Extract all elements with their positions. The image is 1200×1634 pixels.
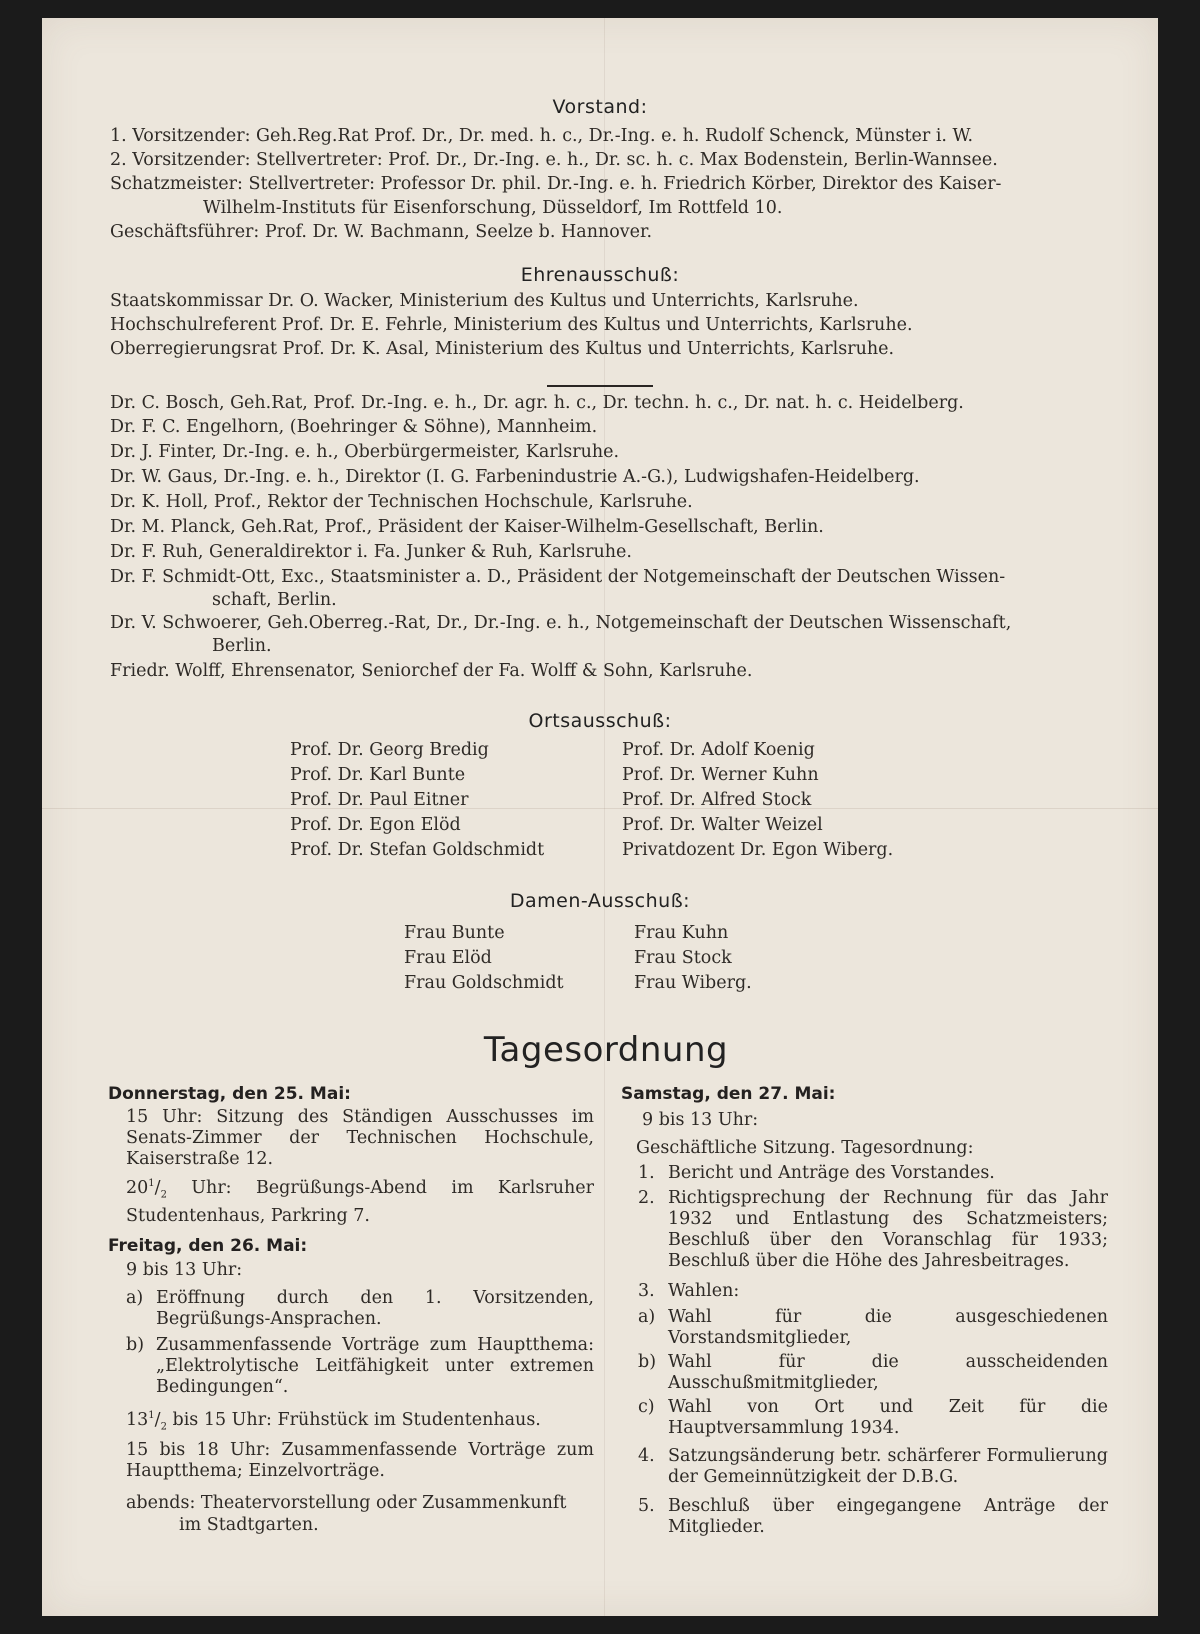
agenda-item: Geschäftliche Sitzung. Tagesordnung: xyxy=(636,1138,974,1158)
paper-fold xyxy=(42,808,1158,809)
ortsausschuss-member: Privatdozent Dr. Egon Wiberg. xyxy=(622,840,894,860)
agenda-text: Wahl für die ausscheidenden Ausschußmitmitglieder, xyxy=(668,1352,1108,1393)
paper-fold xyxy=(604,18,605,1616)
member-line: Dr. V. Schwoerer, Geh.Oberreg.-Rat, Dr., Dr.-Ing. e. h., Notgemeinschaft der Deutschen Wissenschaft, xyxy=(110,613,1012,633)
agenda-subitem xyxy=(638,1397,1108,1439)
agenda-title: Tagesordnung xyxy=(483,1030,729,1070)
vorstand-line: 1. Vorsitzender: Geh.Reg.Rat Prof. Dr., Dr. med. h. c., Dr.-Ing. e. h. Rudolf Schenck, Münster i. W. xyxy=(110,126,974,146)
agenda-text: Zusammenfassende Vorträge zum Hauptthema: „Elektrolytische Leitfähigkeit unter extremen Bedingungen“. xyxy=(156,1335,594,1397)
agenda-text: Satzungsänderung betr. schärferer Formulierung der Gemeinnützigkeit der D.B.G. xyxy=(668,1446,1108,1487)
member-line: Dr. C. Bosch, Geh.Rat, Prof. Dr.-Ing. e. h., Dr. agr. h. c., Dr. techn. h. c., Dr. nat. h. c. Heidelberg. xyxy=(110,393,964,413)
ortsausschuss-heading: Ortsausschuß: xyxy=(528,710,672,732)
time-hour: 13 xyxy=(126,1410,149,1430)
agenda-item: abends: Theatervorstellung oder Zusammenkunft xyxy=(126,1493,567,1513)
ortsausschuss-member: Prof. Dr. Paul Eitner xyxy=(290,790,469,810)
member-line: Friedr. Wolff, Ehrensenator, Seniorchef der Fa. Wolff & Sohn, Karlsruhe. xyxy=(110,661,753,681)
agenda-subitem xyxy=(638,1352,1108,1394)
damen-member: Frau Wiberg. xyxy=(634,973,752,993)
agenda-subitem xyxy=(126,1288,594,1330)
member-line: Dr. F. C. Engelhorn, (Boehringer & Söhne), Mannheim. xyxy=(110,417,598,437)
member-line: Berlin. xyxy=(212,636,272,656)
vorstand-line: Wilhelm-Instituts für Eisenforschung, Düsseldorf, Im Rottfeld 10. xyxy=(203,198,783,218)
agenda-text: Richtigsprechung der Rechnung für das Jahr 1932 und Entlastung des Schatzmeisters; Beschluß über den Voranschlag für 1933; Beschluß über die Höhe des Jahresbeitrages. xyxy=(668,1188,1108,1271)
item-number: 4. xyxy=(638,1446,655,1466)
member-line: schaft, Berlin. xyxy=(212,590,337,610)
ortsausschuss-member: Prof. Dr. Stefan Goldschmidt xyxy=(290,840,545,860)
agenda-text: bis 15 Uhr: Frühstück im Studentenhaus. xyxy=(166,1410,541,1430)
item-label: b) xyxy=(638,1352,657,1372)
member-line: Dr. F. Ruh, Generaldirektor i. Fa. Junker & Ruh, Karlsruhe. xyxy=(110,542,632,562)
ortsausschuss-member: Prof. Dr. Georg Bredig xyxy=(290,740,489,760)
time-hour: 20 xyxy=(126,1178,149,1198)
ortsausschuss-member: Prof. Dr. Egon Elöd xyxy=(290,815,461,835)
fraction-numerator: 1 xyxy=(148,1410,155,1422)
item-number: 2. xyxy=(638,1188,655,1208)
damen-member: Frau Goldschmidt xyxy=(404,973,564,993)
member-line: Dr. M. Planck, Geh.Rat, Prof., Präsident der Kaiser-Wilhelm-Gesellschaft, Berlin. xyxy=(110,517,824,537)
member-line: Dr. J. Finter, Dr.-Ing. e. h., Oberbürgermeister, Karlsruhe. xyxy=(110,442,620,462)
agenda-item: 15 Uhr: Sitzung des Ständigen Ausschusses im Senats-Zimmer der Technischen Hochschule, Kaiserstraße 12. xyxy=(126,1107,594,1169)
agenda-text: Bericht und Anträge des Vorstandes. xyxy=(668,1163,995,1183)
agenda-subitem xyxy=(638,1281,1108,1302)
ortsausschuss-member: Prof. Dr. Walter Weizel xyxy=(622,815,823,835)
agenda-subitem xyxy=(126,1335,594,1398)
damen-member: Frau Bunte xyxy=(404,923,505,943)
item-number: 5. xyxy=(638,1496,655,1516)
agenda-time: 9 bis 13 Uhr: xyxy=(126,1260,243,1280)
official-line: Hochschulreferent Prof. Dr. E. Fehrle, Ministerium des Kultus und Unterrichts, Karlsruhe. xyxy=(110,315,913,335)
agenda-text: Wahl von Ort und Zeit für die Hauptversammlung 1934. xyxy=(668,1397,1108,1438)
item-label: a) xyxy=(126,1288,144,1308)
agenda-subitem xyxy=(638,1307,1108,1349)
member-line: Dr. K. Holl, Prof., Rektor der Technischen Hochschule, Karlsruhe. xyxy=(110,492,693,512)
vorstand-heading: Vorstand: xyxy=(552,96,648,118)
agenda-subitem xyxy=(638,1496,1108,1538)
agenda-item: im Stadtgarten. xyxy=(179,1515,319,1535)
ortsausschuss-member: Prof. Dr. Alfred Stock xyxy=(622,790,812,810)
vorstand-line: Geschäftsführer: Prof. Dr. W. Bachmann, Seelze b. Hannover. xyxy=(110,222,653,242)
official-line: Oberregierungsrat Prof. Dr. K. Asal, Ministerium des Kultus und Unterrichts, Karlsruhe. xyxy=(110,339,895,359)
agenda-subitem xyxy=(638,1188,1108,1272)
day-heading: Samstag, den 27. Mai: xyxy=(621,1084,836,1104)
agenda-time: 9 bis 13 Uhr: xyxy=(642,1110,759,1130)
agenda-text: Eröffnung durch den 1. Vorsitzenden, Begrüßungs-Ansprachen. xyxy=(156,1288,594,1329)
agenda-subitem xyxy=(638,1163,1108,1184)
agenda-text: Beschluß über eingegangene Anträge der Mitglieder. xyxy=(668,1496,1108,1537)
agenda-text: Wahlen: xyxy=(668,1281,740,1301)
item-label: b) xyxy=(126,1335,145,1355)
damen-heading: Damen-Ausschuß: xyxy=(509,890,691,912)
official-line: Staatskommissar Dr. O. Wacker, Ministerium des Kultus und Unterrichts, Karlsruhe. xyxy=(110,291,859,311)
section-divider xyxy=(547,385,653,387)
agenda-text: Uhr: Begrüßungs-Abend im Karlsruher Studentenhaus, Parkring 7. xyxy=(126,1178,594,1226)
fraction-numerator: 1 xyxy=(148,1178,155,1190)
ortsausschuss-member: Prof. Dr. Karl Bunte xyxy=(290,765,466,785)
member-line: Dr. W. Gaus, Dr.-Ing. e. h., Direktor (I. G. Farbenindustrie A.-G.), Ludwigshafen-Heidelberg. xyxy=(110,467,920,487)
agenda-subitem xyxy=(638,1446,1108,1488)
damen-member: Frau Elöd xyxy=(404,948,492,968)
agenda-item: $20^1/_2$ Uhr: Begrüßungs-Abend im Karlsruher Studentenhaus, Parkring 7. xyxy=(126,1178,594,1226)
day-heading: Donnerstag, den 25. Mai: xyxy=(108,1084,351,1104)
vorstand-line: Schatzmeister: Stellvertreter: Professor Dr. phil. Dr.-Ing. e. h. Friedrich Körber, Direktor des Kaiser- xyxy=(110,174,1002,194)
item-number: 3. xyxy=(638,1281,655,1301)
item-label: a) xyxy=(638,1307,656,1327)
fraction-denominator: 2 xyxy=(160,1421,167,1433)
member-line: Dr. F. Schmidt-Ott, Exc., Staatsminister a. D., Präsident der Notgemeinschaft der Deutschen Wissen- xyxy=(110,567,1006,587)
damen-member: Frau Stock xyxy=(634,948,732,968)
fraction-denominator: 2 xyxy=(160,1189,167,1201)
agenda-item: 15 bis 18 Uhr: Zusammenfassende Vorträge zum Hauptthema; Einzelvorträge. xyxy=(126,1440,594,1481)
agenda-item: $13^1/_2$ bis 15 Uhr: Frühstück im Studentenhaus. xyxy=(126,1410,541,1433)
item-number: 1. xyxy=(638,1163,655,1183)
agenda-text: Wahl für die ausgeschiedenen Vorstandsmitglieder, xyxy=(668,1307,1108,1348)
damen-member: Frau Kuhn xyxy=(634,923,729,943)
ortsausschuss-member: Prof. Dr. Adolf Koenig xyxy=(622,740,815,760)
day-heading: Freitag, den 26. Mai: xyxy=(108,1236,308,1256)
ehrenausschuss-heading: Ehrenausschuß: xyxy=(520,264,680,286)
vorstand-line: 2. Vorsitzender: Stellvertreter: Prof. Dr., Dr.-Ing. e. h., Dr. sc. h. c. Max Bodenstein, Berlin-Wannsee. xyxy=(110,150,998,170)
ortsausschuss-member: Prof. Dr. Werner Kuhn xyxy=(622,765,819,785)
item-label: c) xyxy=(638,1397,655,1417)
